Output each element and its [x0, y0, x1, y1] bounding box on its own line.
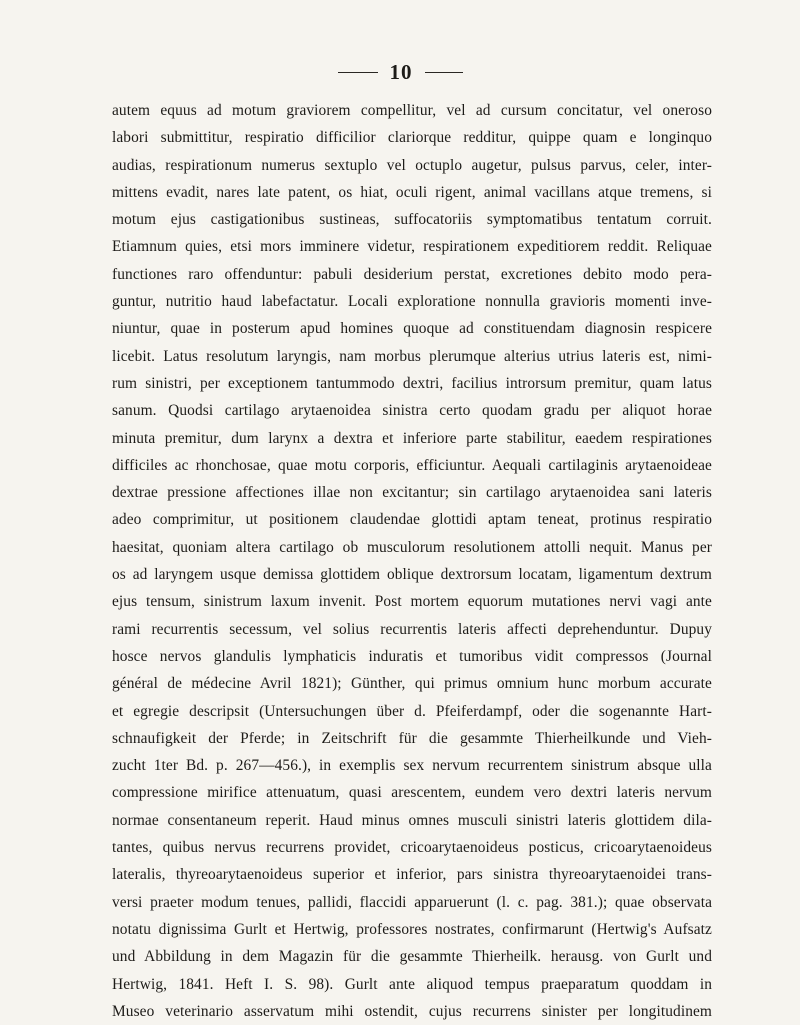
text-line: adeo comprimitur, ut positionem claudendae glottidi aptam teneat, protinus respiratio: [112, 511, 712, 529]
text-line: ejus tensum, sinistrum laxum invenit. Post mortem equorum mutationes nervi vagi ante: [112, 593, 712, 611]
text-line: functiones raro offenduntur: pabuli desiderium perstat, excretiones debito modo pera-: [112, 265, 712, 283]
text-line: licebit. Latus resolutum laryngis, nam morbus plerumque alterius utrius lateris est, nimi-: [112, 347, 712, 365]
text-line: versi praeter modum tenues, pallidi, flaccidi apparuerunt (l. c. pag. 381.); quae observata: [112, 893, 712, 911]
text-line: normae consentaneum reperit. Haud minus omnes musculi sinistri lateris glottidem dila-: [112, 811, 712, 829]
text-line: zucht 1ter Bd. p. 267—456.), in exemplis sex nervum recurrentem sinistrum absque ulla: [112, 757, 712, 775]
text-line: et egregie descripsit (Untersuchungen über d. Pfeiferdampf, oder die sogenannte Hart-: [112, 702, 712, 720]
text-line: sanum. Quodsi cartilago arytaenoidea sinistra certo quodam gradu per aliquot horae: [112, 402, 712, 420]
body-text: [112, 97, 712, 1025]
text-line: Hertwig, 1841. Heft I. S. 98). Gurlt ante aliquod tempus praeparatum quoddam in: [112, 975, 712, 993]
text-line: compressione mirifice attenuatum, quasi arescentem, eundem vero dextri lateris nervum: [112, 784, 712, 802]
text-line: rami recurrentis secessum, vel solius recurrentis lateris affecti deprehenduntur. Dupuy: [112, 620, 712, 638]
text-line: guntur, nutritio haud labefactatur. Locali exploratione nonnulla gravioris momenti inve-: [112, 293, 712, 311]
header-rule-right: [425, 72, 463, 73]
text-line: notatu dignissima Gurlt et Hertwig, professores nostrates, confirmarunt (Hertwig's Aufsatz: [112, 920, 712, 938]
text-line: général de médecine Avril 1821); Günther, qui primus omnium hunc morbum accurate: [112, 675, 712, 693]
page-number: 10: [389, 60, 413, 84]
text-line: hosce nervos glandulis lymphaticis induratis et tumoribus vidit compressos (Journal: [112, 647, 712, 665]
text-line: lateralis, thyreoarytaenoideus superior et inferior, pars sinistra thyreoarytaenoidei trans-: [112, 866, 712, 884]
text-line: difficiles ac rhonchosae, quae motu corporis, efficiuntur. Aequali cartilaginis arytaenoideae: [112, 456, 712, 474]
text-line: tantes, quibus nervus recurrens providet, cricoarytaenoideus posticus, cricoarytaenoideus: [112, 839, 712, 857]
text-line: dextrae pressione affectiones illae non excitantur; sin cartilago arytaenoidea sani lateris: [112, 484, 712, 502]
text-line: und Abbildung in dem Magazin für die gesammte Thierheilk. herausg. von Gurlt und: [112, 948, 712, 966]
text-line: mittens evadit, nares late patent, os hiat, oculi rigent, animal vacillans atque tremens, si: [112, 183, 712, 201]
header-rule-left: [338, 72, 378, 73]
text-line: niuntur, quae in posterum apud homines quoque ad constituendam diagnosin respicere: [112, 320, 712, 338]
text-line: haesitat, quoniam altera cartilago ob musculorum resolutionem attolli nequit. Manus per: [112, 538, 712, 556]
text-line: labori submittitur, respiratio difficilior clariorque redditur, quippe quam e longinquo: [112, 129, 712, 147]
text-line: Museo veterinario asservatum mihi ostendit, cujus recurrens sinister per longitudinem: [112, 1002, 712, 1020]
text-line: minuta premitur, dum larynx a dextra et inferiore parte stabilitur, eaedem respirationes: [112, 429, 712, 447]
text-line: Etiamnum quies, etsi mors imminere videtur, respirationem expeditiorem reddit. Reliquae: [112, 238, 712, 256]
text-line: os ad laryngem usque demissa glottidem oblique dextrorsum locatam, ligamentum dextrum: [112, 566, 712, 584]
text-line: rum sinistri, per exceptionem tantummodo dextri, facilius introrsum premitur, quam latus: [112, 374, 712, 392]
text-line: audias, respirationum numerus sextuplo vel octuplo augetur, pulsus parvus, celer, inter-: [112, 156, 712, 174]
page-header: [0, 58, 800, 88]
text-line: schnaufigkeit der Pferde; in Zeitschrift für die gesammte Thierheilkunde und Vieh-: [112, 729, 712, 747]
text-line: motum ejus castigationibus sustineas, suffocatoriis symptomatibus tentatum corruit.: [112, 211, 712, 229]
text-line: autem equus ad motum graviorem compellitur, vel ad cursum concitatur, vel oneroso: [112, 102, 712, 119]
